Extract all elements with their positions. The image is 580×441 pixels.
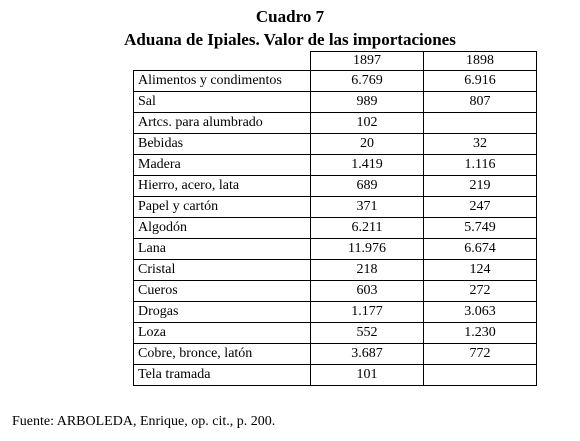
column-header-1898: 1898: [424, 52, 537, 71]
table-row: [134, 113, 537, 134]
row-label-cell: Cueros: [134, 281, 311, 302]
table-subtitle: Aduana de Ipiales. Valor de las importaciones: [124, 30, 456, 49]
table-row: [134, 71, 537, 92]
table-row: [134, 323, 537, 344]
value-1897-cell: 20: [311, 134, 424, 155]
table-row: [134, 92, 537, 113]
table-row: [134, 218, 537, 239]
source-note: Fuente: ARBOLEDA, Enrique, op. cit., p. 200.: [12, 414, 276, 429]
table-row: [134, 260, 537, 281]
row-label-cell: Lana: [134, 239, 311, 260]
value-1898-cell: 807: [424, 92, 537, 113]
value-1898-cell: 6.674: [424, 239, 537, 260]
row-label-cell: Cobre, bronce, latón: [134, 344, 311, 365]
table-row: [134, 134, 537, 155]
value-1897-cell: 552: [311, 323, 424, 344]
value-1898-cell: 772: [424, 344, 537, 365]
value-1898-cell: 3.063: [424, 302, 537, 323]
header-blank-cell: [134, 52, 311, 71]
table-row: [134, 176, 537, 197]
table-row: [134, 281, 537, 302]
value-1897-cell: 1.419: [311, 155, 424, 176]
row-label-cell: Bebidas: [134, 134, 311, 155]
row-label-cell: Tela tramada: [134, 365, 311, 386]
value-1897-cell: 102: [311, 113, 424, 134]
value-1897-cell: 6.769: [311, 71, 424, 92]
imports-table: [133, 51, 537, 386]
value-1897-cell: 371: [311, 197, 424, 218]
column-header-1897: 1897: [311, 52, 424, 71]
value-1898-cell: [424, 365, 537, 386]
table-row: [134, 197, 537, 218]
value-1898-cell: 247: [424, 197, 537, 218]
value-1898-cell: 124: [424, 260, 537, 281]
row-label-cell: Drogas: [134, 302, 311, 323]
value-1898-cell: 1.230: [424, 323, 537, 344]
value-1897-cell: 1.177: [311, 302, 424, 323]
row-label-cell: Artcs. para alumbrado: [134, 113, 311, 134]
row-label-cell: Hierro, acero, lata: [134, 176, 311, 197]
value-1897-cell: 101: [311, 365, 424, 386]
value-1897-cell: 6.211: [311, 218, 424, 239]
row-label-cell: Loza: [134, 323, 311, 344]
table-header-row: [134, 52, 537, 71]
value-1897-cell: 603: [311, 281, 424, 302]
value-1897-cell: 989: [311, 92, 424, 113]
table-row: [134, 344, 537, 365]
value-1897-cell: 218: [311, 260, 424, 281]
row-label-cell: Algodón: [134, 218, 311, 239]
table-title: Cuadro 7: [255, 7, 325, 26]
row-label-cell: Papel y cartón: [134, 197, 311, 218]
value-1898-cell: 32: [424, 134, 537, 155]
value-1897-cell: 3.687: [311, 344, 424, 365]
value-1898-cell: [424, 113, 537, 134]
value-1897-cell: 689: [311, 176, 424, 197]
row-label-cell: Sal: [134, 92, 311, 113]
table-row: [134, 239, 537, 260]
table-row: [134, 155, 537, 176]
row-label-cell: Cristal: [134, 260, 311, 281]
value-1898-cell: 5.749: [424, 218, 537, 239]
table-row: [134, 365, 537, 386]
row-label-cell: Madera: [134, 155, 311, 176]
value-1898-cell: 219: [424, 176, 537, 197]
value-1898-cell: 272: [424, 281, 537, 302]
row-label-cell: Alimentos y condimentos: [134, 71, 311, 92]
table-row: [134, 302, 537, 323]
value-1897-cell: 11.976: [311, 239, 424, 260]
value-1898-cell: 6.916: [424, 71, 537, 92]
value-1898-cell: 1.116: [424, 155, 537, 176]
